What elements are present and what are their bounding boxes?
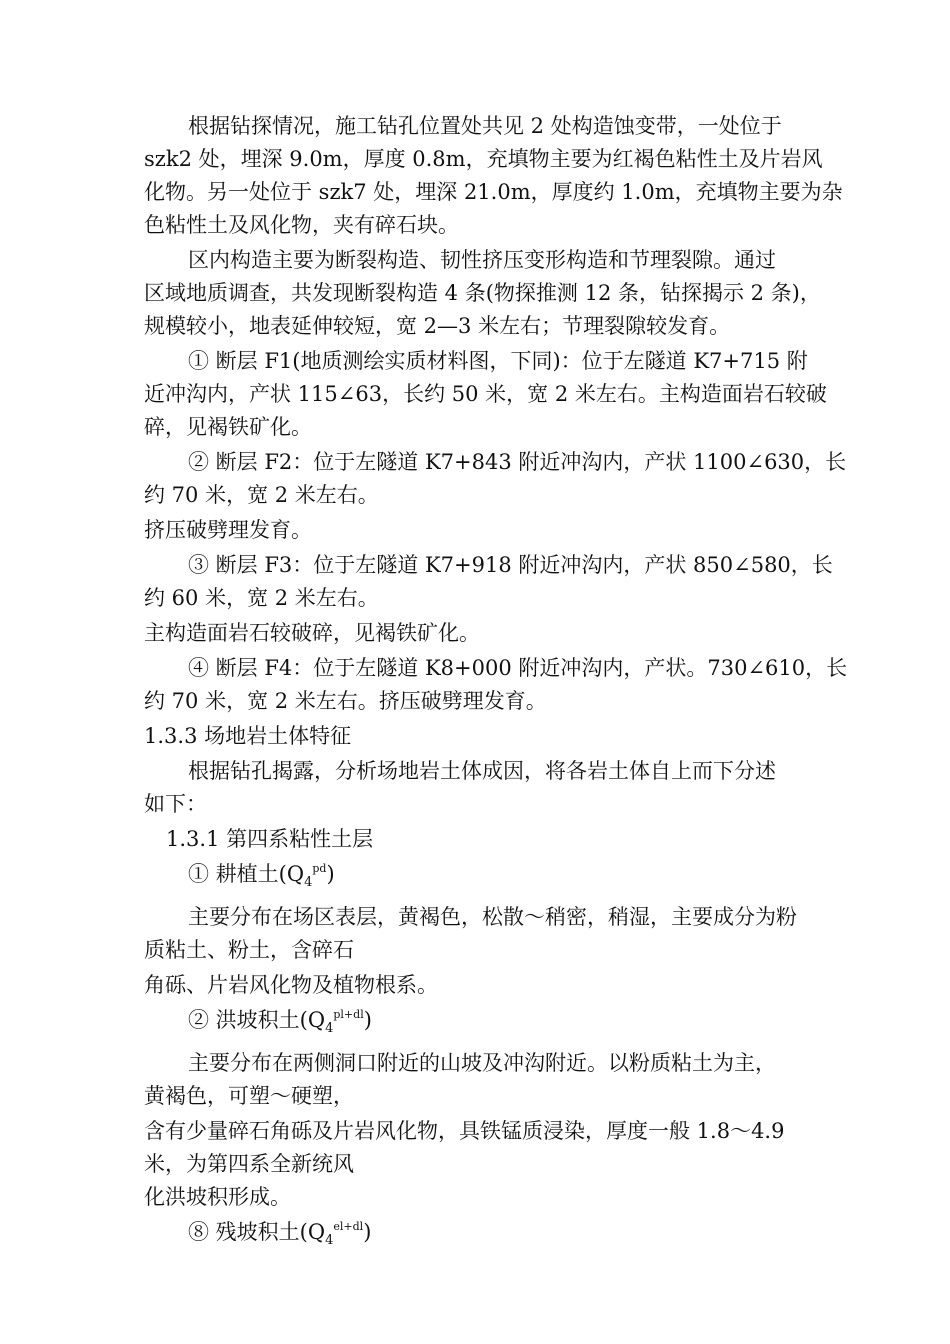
superscript: pl+dl [333, 1008, 364, 1022]
text-line: 黄褐色，可塑～硬塑， [144, 1084, 354, 1109]
text-line: 化洪坡积形成。 [144, 1185, 291, 1210]
text-line: 碎，见褐铁矿化。 [144, 415, 312, 439]
paragraph-fault-f4 [144, 652, 848, 718]
layer-1-extra: 角砾、片岩风化物及植物根系。 [144, 973, 438, 998]
subscript: 4 [304, 875, 313, 891]
text-line: szk2 处，埋深 9.0m，厚度 0.8m，充填物主要为红褐色粘性土及片岩风 [144, 147, 823, 171]
section-heading-1-3-1: 1.3.1 第四系粘性土层 [166, 827, 374, 851]
text-line: ② 断层 F2：位于左隧道 K7+843 附近冲沟内，产状 1100∠630，长 [188, 450, 847, 474]
superscript: pd [312, 862, 327, 875]
text-line: 色粘性土及风化物，夹有碎石块。 [144, 213, 459, 237]
close-paren: ) [363, 1220, 372, 1245]
layer-2-description [144, 1047, 814, 1113]
text-line: 主要分布在场区表层，黄褐色，松散～稍密，稍湿，主要成分为粉 [188, 905, 797, 930]
layer-1-description [144, 901, 814, 967]
layer-title-text: ⑧ 残坡积土(Q [188, 1220, 326, 1245]
text-line: 化物。另一处位于 szk7 处，埋深 21.0m，厚度约 1.0m，充填物主要为杂 [144, 180, 843, 204]
paragraph-rock-soil [144, 755, 814, 821]
text-line: ① 断层 F1(地质测绘实质材料图，下同)：位于左隧道 K7+715 附 [188, 349, 808, 373]
superscript: el+dl [333, 1220, 364, 1234]
layer-1-title [144, 858, 814, 899]
text-line: 如下： [144, 792, 207, 816]
text-line: 米，为第四系全新统风 [144, 1152, 354, 1177]
text-line: 主要分布在两侧洞口附近的山坡及冲沟附近。以粉质粘土为主， [188, 1051, 776, 1076]
text-line: 规模较小，地表延伸较短，宽 2—3 米左右；节理裂隙较发育。 [144, 314, 731, 338]
document-page [144, 110, 848, 1260]
paragraph-fault-f3-extra: 主构造面岩石较破碎，见褐铁矿化。 [144, 621, 480, 645]
text-line: ③ 断层 F3：位于左隧道 K7+918 附近冲沟内，产状 850∠580，长 [188, 553, 833, 577]
paragraph-fault-f2-extra: 挤压破劈理发育。 [144, 518, 312, 542]
layer-8-title [144, 1216, 814, 1257]
text-line: 区域地质调查，共发现断裂构造 4 条(物探推测 12 条，钻探揭示 2 条)， [144, 281, 821, 305]
layer-title-text: ① 耕植土(Q [188, 862, 305, 886]
paragraph-fault-f2 [144, 446, 847, 512]
section-heading-1-3-3: 1.3.3 场地岩土体特征 [144, 724, 352, 748]
layer-2-extra [144, 1115, 814, 1214]
layer-2-title [144, 1004, 814, 1045]
text-line: 约 60 米，宽 2 米左右。 [144, 586, 379, 610]
text-line: 近冲沟内，产状 115∠63，长约 50 米，宽 2 米左右。主构造面岩石较破 [144, 382, 827, 406]
text-line: 根据钻探情况，施工钻孔位置处共见 2 处构造蚀变带，一处位于 [188, 114, 782, 138]
layer-title-text: ② 洪坡积土(Q [188, 1008, 326, 1033]
paragraph-drilling [144, 110, 843, 242]
subscript: 4 [325, 1021, 334, 1037]
paragraph-structure [144, 244, 821, 343]
text-line: 约 70 米，宽 2 米左右。 [144, 483, 379, 507]
text-line: 区内构造主要为断裂构造、韧性挤压变形构造和节理裂隙。通过 [188, 248, 776, 272]
text-line: 质粘土、粉土，含碎石 [144, 938, 354, 963]
text-line: ④ 断层 F4：位于左隧道 K8+000 附近冲沟内，产状。730∠610，长 [188, 656, 848, 680]
text-line: 根据钻孔揭露，分析场地岩土体成因，将各岩土体自上而下分述 [188, 759, 776, 783]
close-paren: ) [363, 1008, 372, 1033]
subscript: 4 [325, 1233, 334, 1249]
text-line: 含有少量碎石角砾及片岩风化物，具铁锰质浸染，厚度一般 1.8～4.9 [144, 1119, 785, 1144]
text-line: 约 70 米，宽 2 米左右。挤压破劈理发育。 [144, 689, 547, 713]
paragraph-fault-f1 [144, 345, 827, 444]
close-paren: ) [326, 862, 335, 886]
paragraph-fault-f3 [144, 549, 833, 615]
